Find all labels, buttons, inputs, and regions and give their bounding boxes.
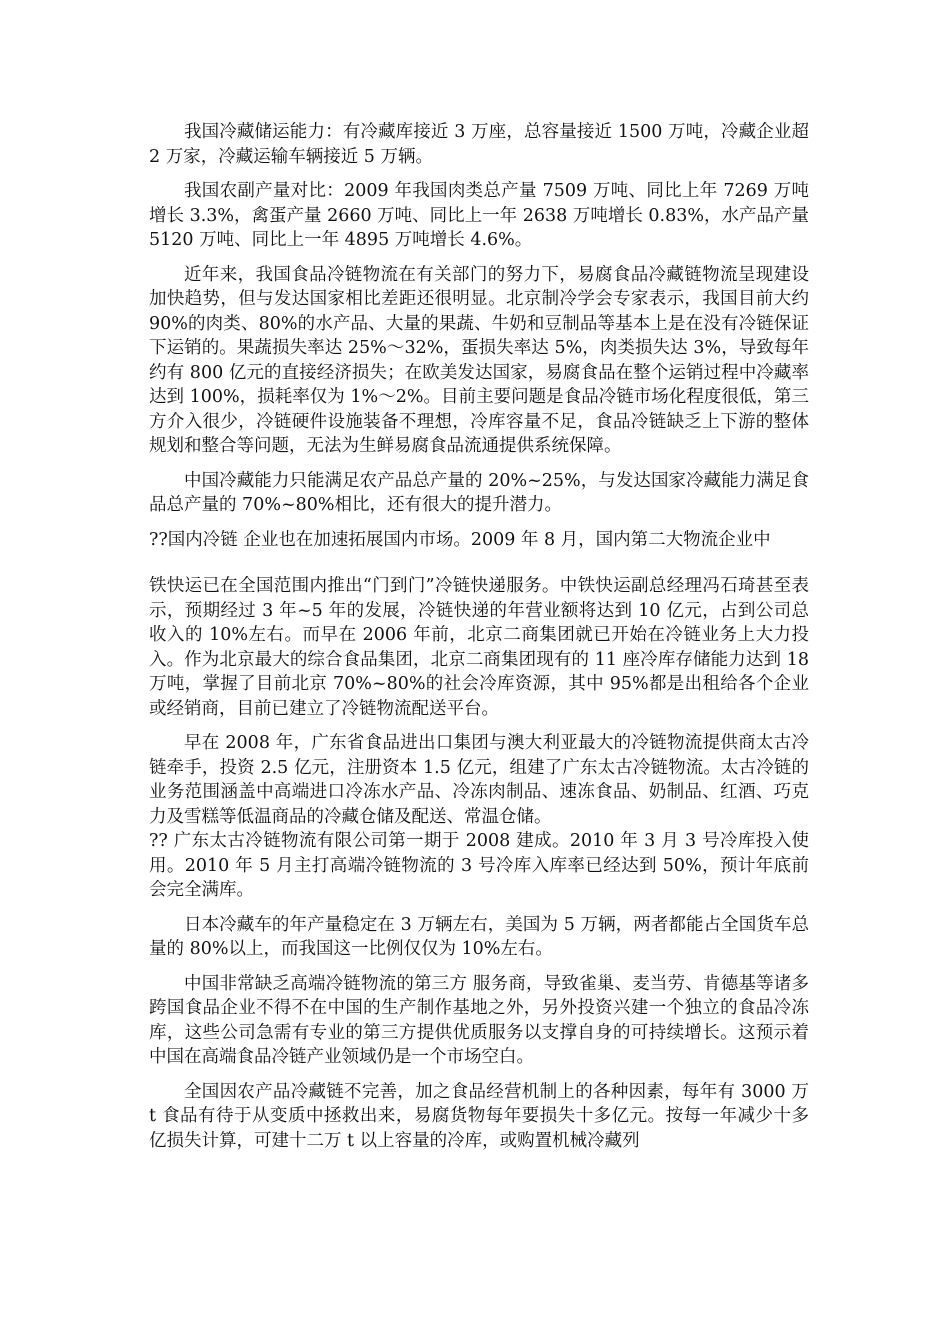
- paragraph-cold-chain-status: 近年来，我国食品冷链物流在有关部门的努力下，易腐食品冷藏链物流呈现建设加快趋势，但与发达国家相比差距还很明显。北京制冷学会专家表示，我国目前大约 90%的肉类、80%的水产品、大量的果蔬、牛奶和豆制品等基本上是在没有冷链保证下运销的。果蔬损失率达 25%～32%，蛋损失率达 5%，肉类损失达 3%，导致每年约有 800 亿元的直接经济损失；在欧美发达国家，易腐食品在整个运销过程中冷藏率达到 100%，损耗率仅为 1%～2%。目前主要问题是食品冷链市场化程度很低，第三方介入很少，冷链硬件设施装备不理想，冷库容量不足，食品冷链缺乏上下游的整体规划和整合等问题，无法为生鲜易腐食品流通提供系统保障。: [149, 264, 809, 456]
- paragraph-third-party-shortage: 中国非常缺乏高端冷链物流的第三方 服务商，导致雀巢、麦当劳、肯德基等诸多跨国食品企业不得不在中国的生产制作基地之外，另外投资兴建一个独立的食品冷冻库，这些公司急需有专业的第三方提供优质服务以支撑自身的可持续增长。这预示着中国在高端食品冷链产业领域仍是一个市场空白。: [149, 973, 809, 1067]
- paragraph-annual-losses: 全国因农产品冷藏链不完善，加之食品经营机制上的各种因素，每年有 3000 万 t 食品有待于从变质中拯救出来，易腐货物每年要损失十多亿元。按每一年减少十多亿损失计算，可建十二万 t 以上容量的冷库，或购置机械冷藏列: [149, 1081, 809, 1151]
- document-body: [149, 120, 809, 1163]
- paragraph-swire-phase-one: ?? 广东太古冷链物流有限公司第一期于 2008 建成。2010 年 3 月 3 号冷库投入使用。2010 年 5 月主打高端冷链物流的 3 号冷库入库率已经达到 50%，预计年底前会完全满库。: [149, 831, 809, 900]
- paragraph-storage-capacity: 我国冷藏储运能力：有冷藏库接近 3 万座，总容量接近 1500 万吨，冷藏企业超 2 万家，冷藏运输车辆接近 5 万辆。: [149, 122, 809, 167]
- paragraph-refrigerated-trucks: 日本冷藏车的年产量稳定在 3 万辆左右，美国为 5 万辆，两者都能占全国货车总量的 80%以上，而我国这一比例仅仅为 10%左右。: [149, 914, 809, 959]
- paragraph-domestic-expansion: ??国内冷链 企业也在加速拓展国内市场。2009 年 8 月，国内第二大物流企业中: [149, 529, 771, 550]
- paragraph-agri-output: 我国农副产量对比：2009 年我国肉类总产量 7509 万吨、同比上年 7269 万吨增长 3.3%，禽蛋产量 2660 万吨、同比上一年 2638 万吨增长 0.83%，水产品产量 5120 万吨、同比上一年 4895 万吨增长 4.6%。: [149, 181, 809, 250]
- paragraph-capacity-gap: 中国冷藏能力只能满足农产品总产量的 20%~25%，与发达国家冷藏能力满足食品总产量的 70%~80%相比，还有很大的提升潜力。: [149, 470, 809, 515]
- paragraph-guangdong-swire: 早在 2008 年，广东省食品进出口集团与澳大利亚最大的冷链物流提供商太古冷链牵手，投资 2.5 亿元，注册资本 1.5 亿元，组建了广东太古冷链物流。太古冷链的业务范围涵盖中高端进口冷冻水产品、冷冻肉制品、速冻食品、奶制品、红酒、巧克力及雪糕等低温商品的冷藏仓储及配送、常温仓储。: [149, 733, 809, 827]
- paragraph-crct-express: 铁快运已在全国范围内推出“门到门”冷链快递服务。中铁快运副总经理冯石琦甚至表示，预期经过 3 年~5 年的发展，冷链快递的年营业额将达到 10 亿元，占到公司总收入的 10%左右。而早在 2006 年前，北京二商集团就已开始在冷链业务上大力投入。作为北京最大的综合食品集团，北京二商集团现有的 11 座冷库存储能力达到 18 万吨，掌握了目前北京 70%~80%的社会冷库资源，其中 95%都是出租给各个企业或经销商，目前已建立了冷链物流配送平台。: [149, 576, 809, 719]
